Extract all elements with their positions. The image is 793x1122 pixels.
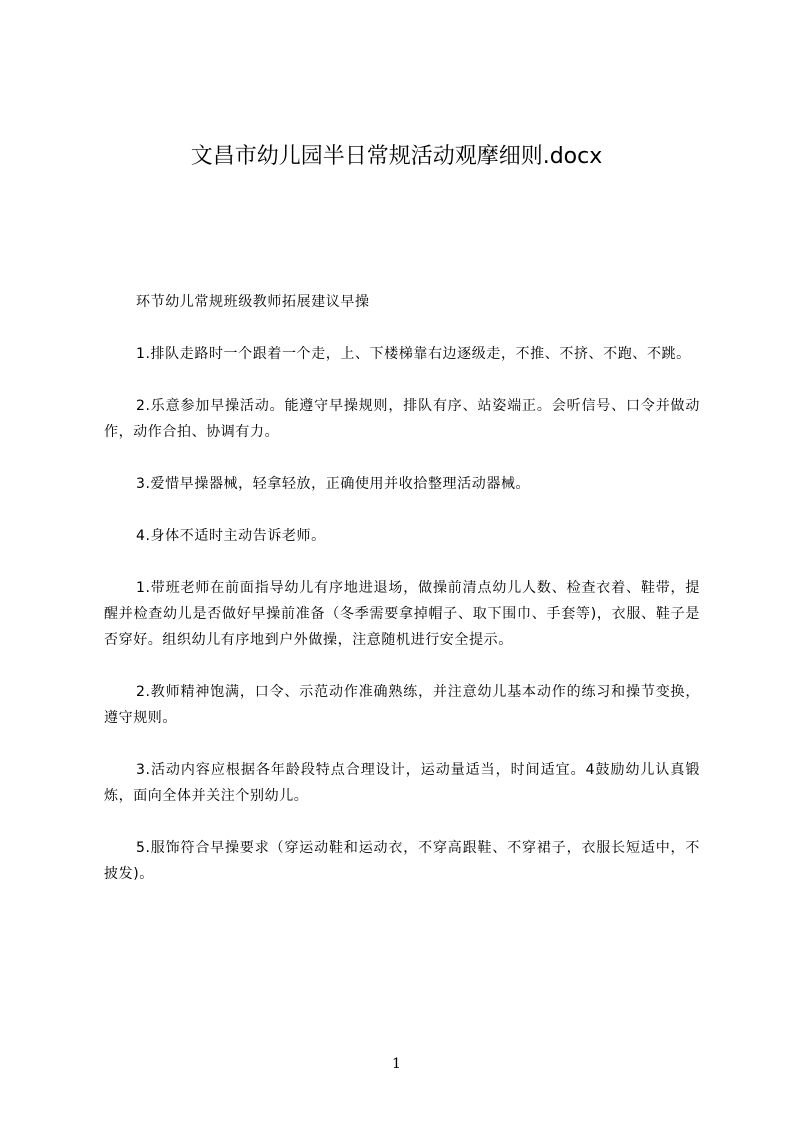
- document-body: [104, 289, 700, 913]
- paragraph: 1.排队走路时一个跟着一个走，上、下楼梯靠右边逐级走，不推、不挤、不跑、不跳。: [136, 346, 691, 362]
- section-heading: 环节幼儿常规班级教师拓展建议早操: [136, 294, 370, 310]
- document-title: 文昌市幼儿园半日常规活动观摩细则.docx: [190, 144, 603, 169]
- paragraph: 3.活动内容应根据各年龄段特点合理设计，运动量适当，时间适宜。4鼓励幼儿认真锻炼，面向全体并关注个别幼儿。: [104, 762, 700, 804]
- paragraph: 5.服饰符合早操要求（穿运动鞋和运动衣，不穿高跟鞋、不穿裙子，衣服长短适中，不披发)。: [104, 840, 700, 882]
- paragraph: 2.教师精神饱满，口令、示范动作准确熟练，并注意幼儿基本动作的练习和操节变换，遵守规则。: [104, 684, 700, 726]
- paragraph: 2.乐意参加早操活动。能遵守早操规则，排队有序、站姿端正。会听信号、口令并做动作，动作合拍、协调有力。: [104, 398, 700, 440]
- paragraph: 3.爱惜早操器械，轻拿轻放，正确使用并收拾整理活动器械。: [136, 476, 531, 492]
- paragraph: 1.带班老师在前面指导幼儿有序地进退场，做操前清点幼儿人数、检查衣着、鞋带，提醒并检查幼儿是否做好早操前准备（冬季需要拿掉帽子、取下围巾、手套等)，衣服、鞋子是否穿好。组织幼儿有序地到户外做操，注意随机进行安全提示。: [104, 580, 700, 648]
- page-number: 1: [392, 1056, 401, 1072]
- paragraph: 4.身体不适时主动告诉老师。: [136, 528, 326, 544]
